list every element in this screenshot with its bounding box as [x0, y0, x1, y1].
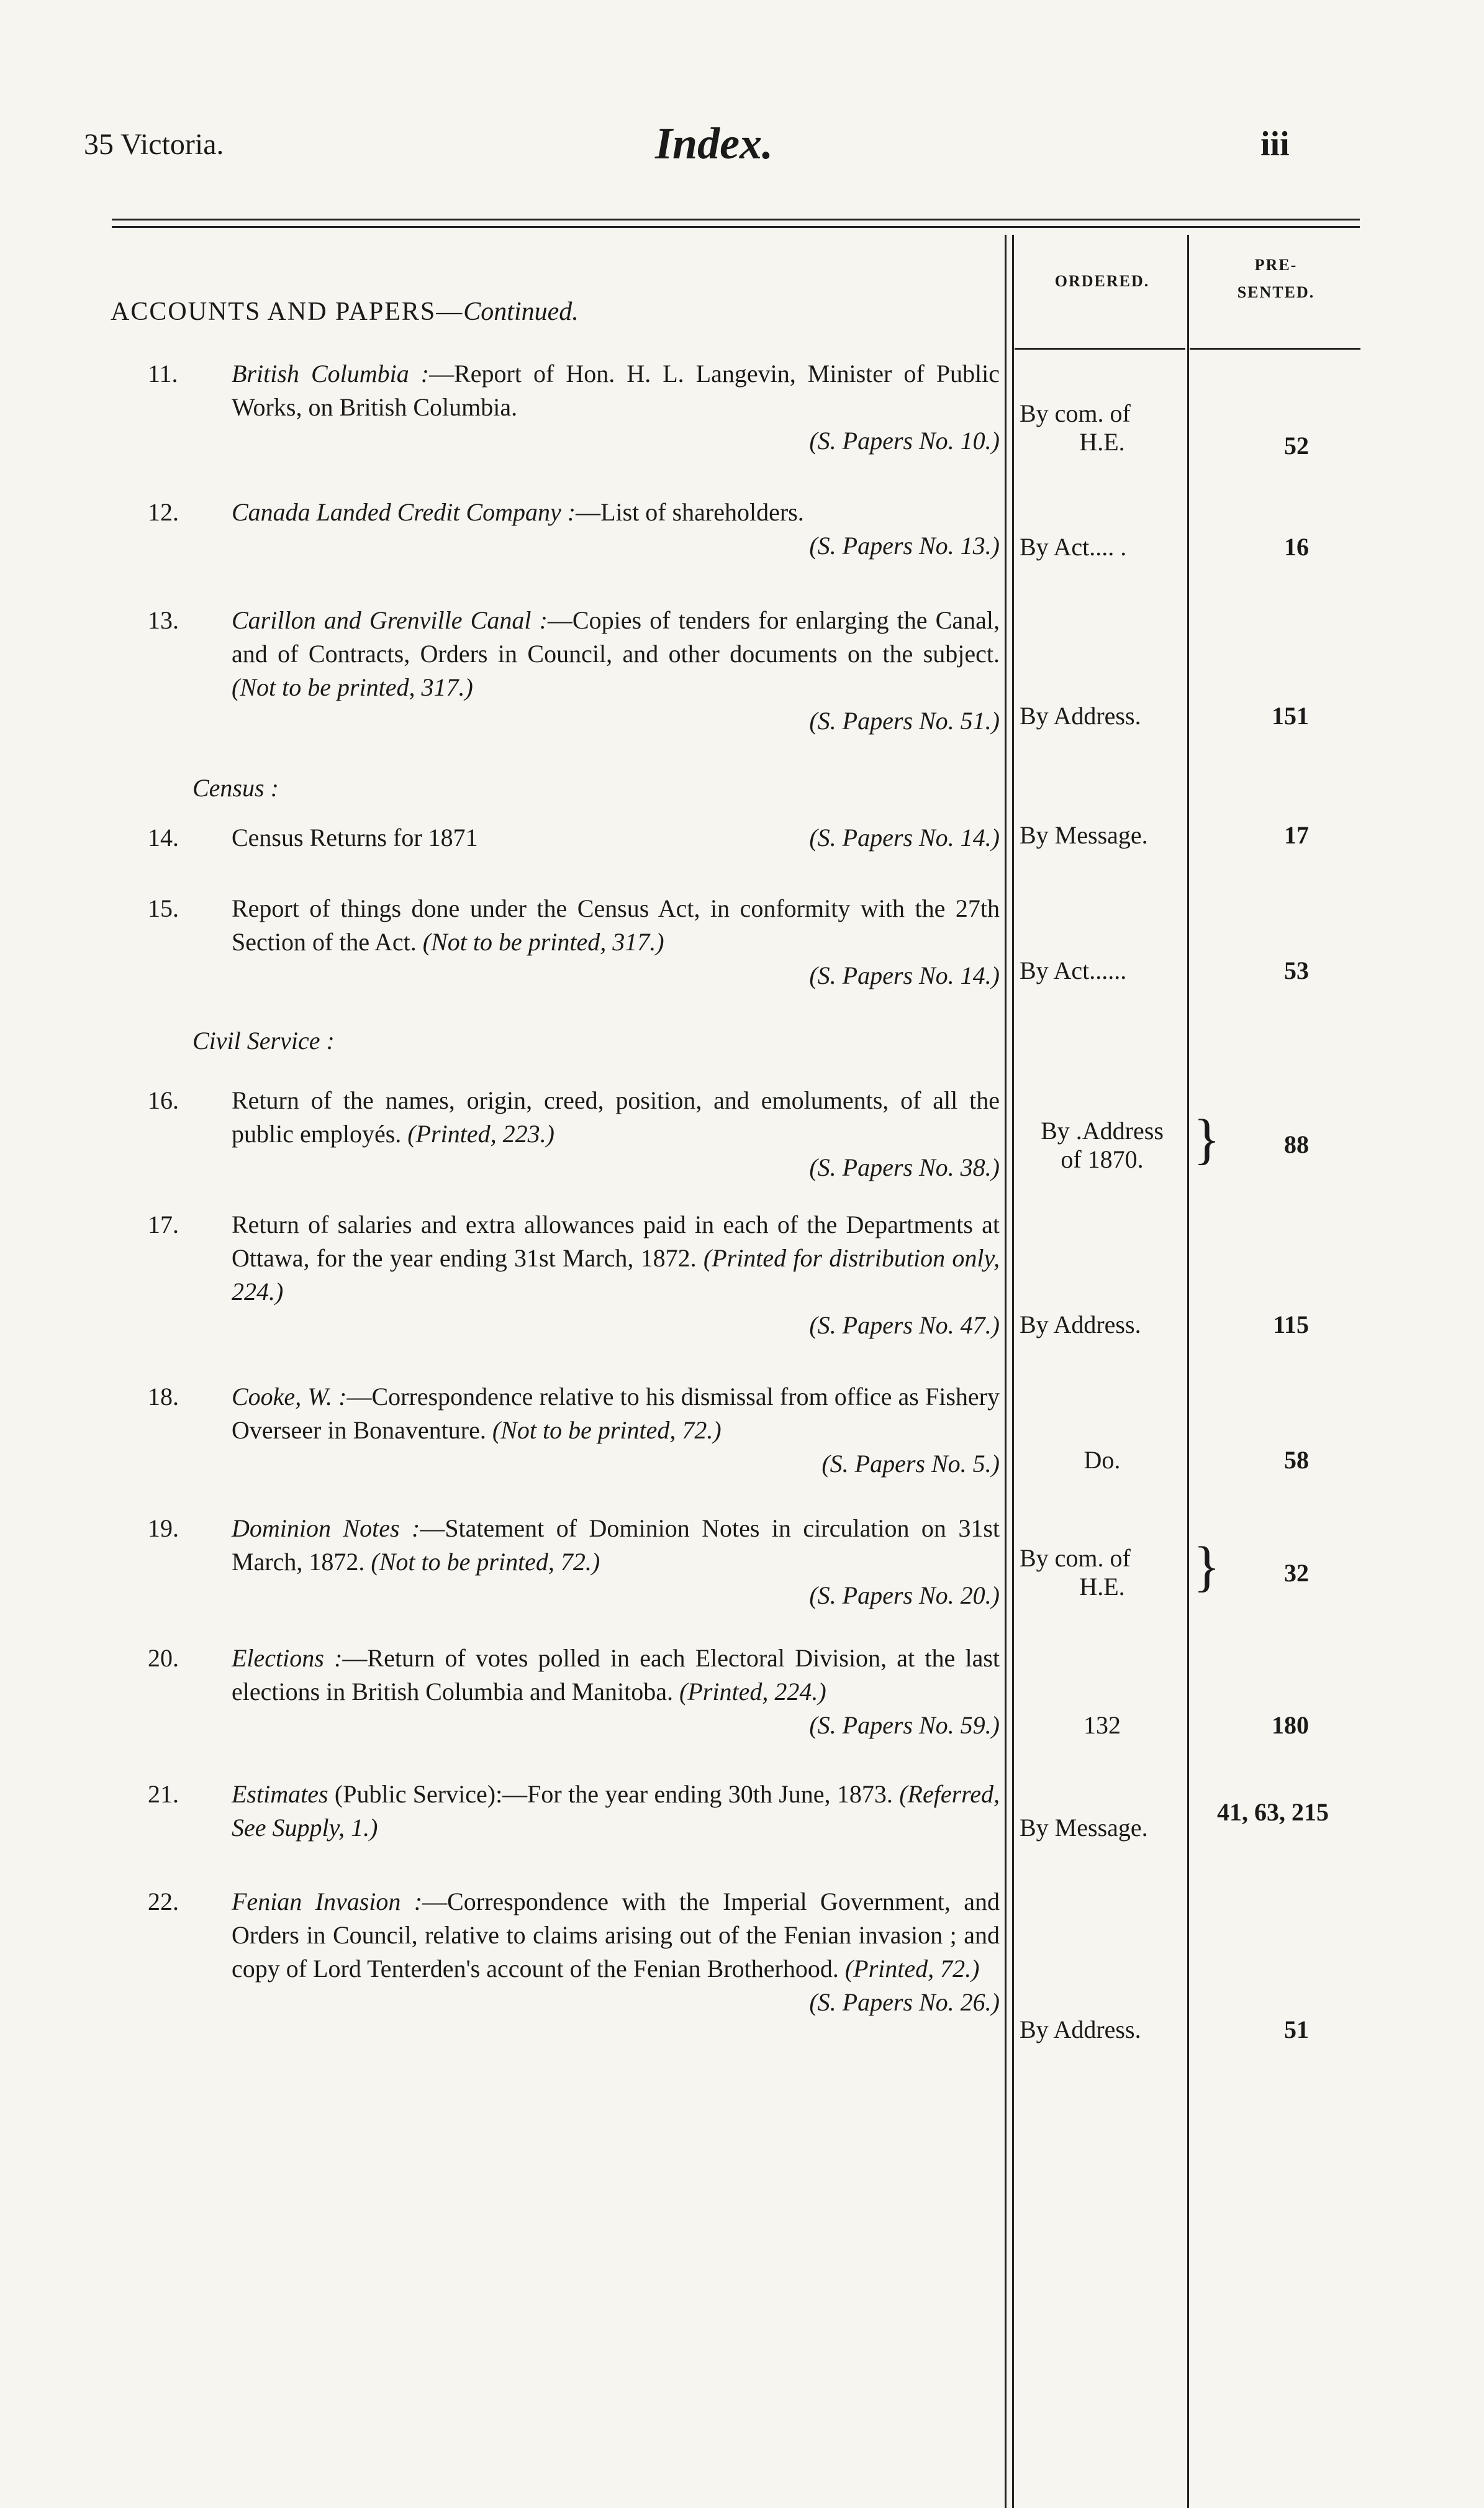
- entry-13: [148, 604, 1000, 738]
- ref-text: (S. Papers No. 10.): [809, 427, 1000, 455]
- entry-ref: (S. Papers No. 14.): [809, 824, 1000, 852]
- ordered-15: By Act......: [1020, 956, 1127, 984]
- ref-text: (S. Papers No. 14.): [809, 961, 1000, 989]
- entry-text: —List of shareholders.: [576, 498, 804, 526]
- entry-text: —Copies of tenders for enlarging the Canal, and of Contracts, Orders in Council, and other documents on the subject.: [232, 606, 1000, 668]
- entry-head: British Columbia :: [232, 360, 430, 388]
- entry-ref: (S. Papers No. 59.): [809, 1711, 1000, 1739]
- entry-note: (Referred, See Supply, 1.): [232, 1780, 1000, 1842]
- entry-number: 19.: [148, 1514, 179, 1542]
- ordered-13: By Address.: [1020, 702, 1141, 730]
- ordered-line: By com. of: [1020, 1544, 1131, 1572]
- entry-22: [148, 1885, 1000, 2019]
- entry-text: —Statement of Dominion Notes in circulation on 31st March, 1872.: [232, 1514, 1000, 1576]
- entry-number: 13.: [148, 606, 179, 634]
- ordered-14: By Message.: [1020, 821, 1148, 849]
- entry-body: [232, 1084, 1000, 1151]
- brace-16: }: [1193, 1109, 1221, 1170]
- entry-text: Census Returns for 1871: [232, 824, 478, 852]
- ref-text: (S. Papers No. 51.): [809, 707, 1000, 735]
- presented-20: 180: [1272, 1711, 1309, 1739]
- entry-number: 15.: [148, 894, 179, 922]
- page-header-left: 35 Victoria.: [84, 128, 224, 161]
- entry-number: 18.: [148, 1383, 179, 1411]
- ordered-line: of 1870.: [1061, 1145, 1144, 1173]
- entry-number: 20.: [148, 1644, 179, 1672]
- entry-head: Cooke, W. :: [232, 1383, 347, 1411]
- entry-note: (Printed, 223.): [407, 1120, 554, 1148]
- entry-text: —Correspondence with the Imperial Government, and Orders in Council, relative to claims arising out of the Fenian invasion ; and copy of Lord Tenterden's account of the Fenian Brotherhood.: [232, 1888, 1000, 1983]
- ordered-line: H.E.: [1079, 1573, 1125, 1601]
- entry-note: (Not to be printed, 317.): [422, 928, 664, 956]
- ref-text: (S. Papers No. 38.): [809, 1153, 1000, 1181]
- ordered-line: By .Address: [1041, 1117, 1164, 1145]
- entry-body: [232, 1642, 1000, 1739]
- ref-text: (S. Papers No. 20.): [809, 1581, 1000, 1609]
- presented-header-rule: [1190, 348, 1360, 350]
- ordered-16: [1016, 1117, 1185, 1174]
- entry-body: [232, 357, 1000, 424]
- entry-19: [148, 1512, 1000, 1612]
- entry-11: [148, 357, 1000, 458]
- entry-body: [232, 1512, 1000, 1579]
- entry-12: [148, 496, 1000, 563]
- entry-text: Return of the names, origin, creed, position, and emoluments, of all the public employés.: [232, 1086, 1000, 1148]
- entry-number: 11.: [148, 360, 178, 388]
- presented-12: 16: [1284, 533, 1309, 561]
- entry-head: Canada Landed Credit Company :: [232, 498, 576, 526]
- entry-note: (Not to be printed, 72.): [371, 1548, 600, 1576]
- column-divider-left: [1005, 235, 1007, 2508]
- entry-ref: [148, 1151, 1000, 1184]
- entry-14: [148, 821, 1000, 855]
- ordered-header-rule: [1015, 348, 1185, 350]
- entry-ref: [148, 704, 1000, 738]
- section-title: [111, 297, 579, 327]
- entry-body: [232, 1778, 1000, 1845]
- presented-14: 17: [1284, 821, 1309, 849]
- ordered-21: By Message.: [1020, 1814, 1148, 1842]
- column-header-ordered: ORDERED.: [1054, 272, 1150, 290]
- entry-note: (Printed for distribution only, 224.): [232, 1244, 1000, 1306]
- presented-18: 58: [1284, 1446, 1309, 1474]
- entry-body: [232, 1208, 1000, 1309]
- ordered-19: [1016, 1544, 1185, 1601]
- entry-text: —Report of Hon. H. L. Langevin, Minister of Public Works, on British Columbia.: [232, 360, 1000, 421]
- ref-text: (S. Papers No. 5.): [821, 1450, 1000, 1478]
- entry-ref: [148, 424, 1000, 458]
- presented-16: 88: [1284, 1130, 1309, 1158]
- entry-head: Carillon and Grenville Canal :: [232, 606, 548, 634]
- entry-number: 21.: [148, 1780, 179, 1808]
- ordered-20: 132: [1084, 1711, 1121, 1739]
- entry-note: (Not to be printed, 317.): [232, 673, 473, 701]
- ordered-22: By Address.: [1020, 2015, 1141, 2043]
- ordered-17: By Address.: [1020, 1311, 1141, 1338]
- header-rule-top: [112, 219, 1360, 220]
- entry-number: 17.: [148, 1211, 179, 1238]
- subhead-census: Census :: [192, 774, 279, 802]
- header-rule-bottom: [112, 226, 1360, 228]
- ref-text: (S. Papers No. 13.): [809, 532, 1000, 560]
- presented-22: 51: [1284, 2015, 1309, 2043]
- entry-body: [232, 496, 1000, 529]
- entry-number: 16.: [148, 1086, 179, 1114]
- entry-head: Dominion Notes :: [232, 1514, 420, 1542]
- entry-ref: [148, 529, 1000, 563]
- presented-line-2: SENTED.: [1237, 283, 1315, 301]
- ordered-line: By com. of: [1020, 399, 1131, 427]
- entry-17: [148, 1208, 1000, 1342]
- entry-number: 12.: [148, 498, 179, 526]
- ordered-11: [1016, 399, 1185, 457]
- column-divider-left-inner: [1012, 235, 1014, 2508]
- entry-head: Estimates: [232, 1780, 328, 1808]
- entry-body: [232, 604, 1000, 704]
- ref-text: (S. Papers No. 47.): [809, 1311, 1000, 1339]
- brace-19: }: [1193, 1536, 1221, 1597]
- presented-line-1: PRE-: [1254, 256, 1298, 274]
- entry-head: Fenian Invasion :: [232, 1888, 423, 1915]
- subhead-civil-service: Civil Service :: [192, 1027, 335, 1055]
- entry-number: 14.: [148, 824, 179, 852]
- presented-21: 41, 63, 215: [1217, 1798, 1329, 1826]
- entry-number: 22.: [148, 1888, 179, 1915]
- page-number: iii: [1260, 125, 1290, 163]
- ordered-12: By Act.... .: [1020, 533, 1127, 561]
- presented-17: 115: [1273, 1311, 1309, 1338]
- entry-body: [232, 1380, 1000, 1447]
- entry-ref: [148, 1579, 1000, 1612]
- entry-15: [148, 892, 1000, 993]
- presented-15: 53: [1284, 956, 1309, 984]
- entry-18: [148, 1380, 1000, 1481]
- entry-text: Report of things done under the Census Act, in conformity with the 27th Section of the Act.: [232, 894, 1000, 956]
- entry-body: [232, 821, 1000, 855]
- entry-text: (Public Service):—For the year ending 30th June, 1873.: [334, 1780, 893, 1808]
- entry-ref: [148, 1447, 1000, 1481]
- ordered-line: H.E.: [1079, 428, 1125, 456]
- presented-13: 151: [1272, 702, 1309, 730]
- entry-ref: [148, 1309, 1000, 1342]
- presented-19: 32: [1284, 1559, 1309, 1587]
- entry-text: Return of salaries and extra allowances paid in each of the Departments at Ottawa, for the year ending 31st March, 1872.: [232, 1211, 1000, 1272]
- presented-11: 52: [1284, 432, 1309, 460]
- ordered-18: Do.: [1084, 1446, 1121, 1474]
- entry-note: (Not to be printed, 72.): [492, 1416, 722, 1444]
- column-divider-right: [1187, 235, 1189, 2508]
- entry-body: [232, 1885, 1000, 2016]
- entry-21: [148, 1778, 1000, 1845]
- entry-text: —Return of votes polled in each Electoral Division, at the last elections in British Columbia and Manitoba.: [232, 1644, 1000, 1706]
- entry-text: —Correspondence relative to his dismissal from office as Fishery Overseer in Bonaventure.: [232, 1383, 1000, 1444]
- entry-ref: [148, 959, 1000, 993]
- entry-note: (Printed, 224.): [679, 1678, 826, 1706]
- entry-note: (Printed, 72.): [844, 1955, 980, 1983]
- entry-20: [148, 1642, 1000, 1742]
- section-title-text: ACCOUNTS AND PAPERS—: [111, 298, 464, 326]
- page-header-title: Index.: [655, 119, 774, 168]
- entry-head: Elections :: [232, 1644, 343, 1672]
- column-header-presented: [1192, 252, 1360, 306]
- entry-body: [232, 892, 1000, 959]
- entry-ref: (S. Papers No. 26.): [809, 1988, 1000, 2016]
- entry-16: [148, 1084, 1000, 1184]
- section-continued: Continued.: [463, 298, 579, 326]
